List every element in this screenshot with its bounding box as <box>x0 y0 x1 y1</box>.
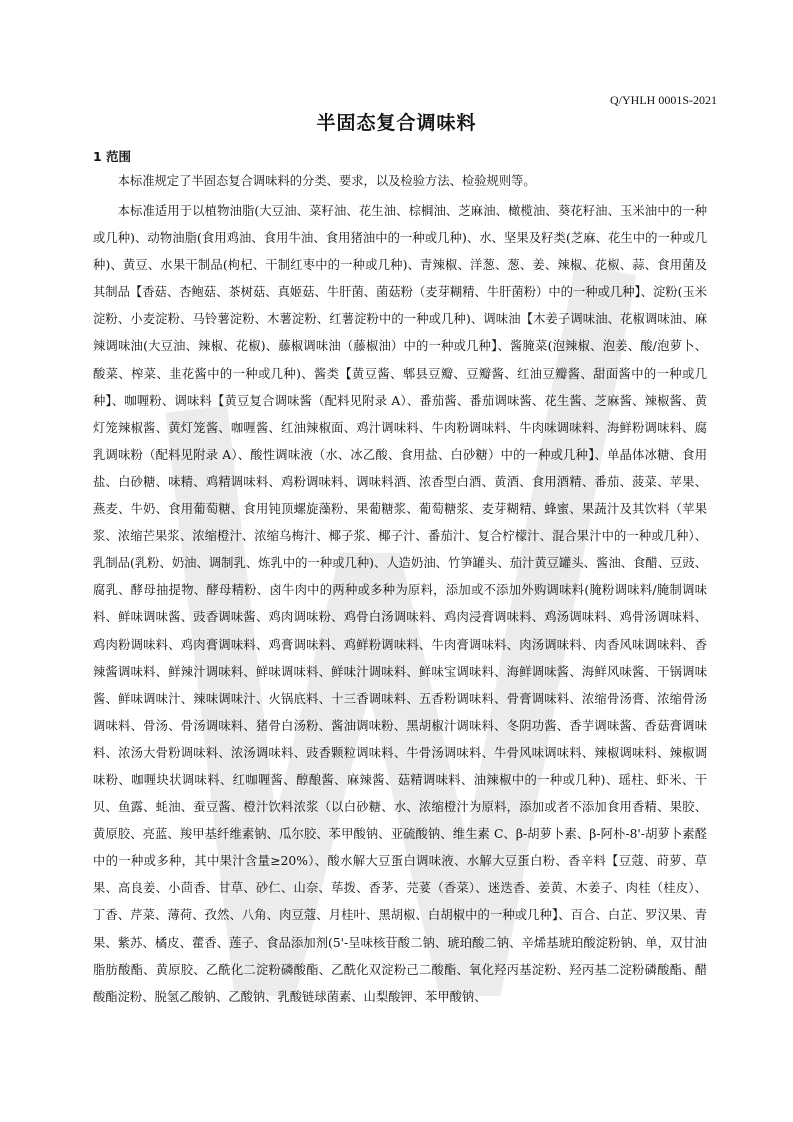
section-heading-scope: 1 范围 <box>93 149 132 164</box>
document-code: Q/YHLH 0001S-2021 <box>610 93 717 107</box>
document-title: 半固态复合调味料 <box>316 112 477 134</box>
scope-paragraph-1: 本标准规定了半固态复合调味料的分类、要求，以及检验方法、检验规则等。 <box>117 174 536 188</box>
scope-paragraph-2: 本标准适用于以植物油脂(大豆油、菜籽油、花生油、棕榈油、芝麻油、橄榄油、葵花籽油、玉米油中的一种或几种)、动物油脂(食用鸡油、食用牛油、食用猪油中的一种或几种)、水、坚果及籽类(芝麻、花生中的一种或几种)、黄豆、水果干制品(枸杞、干制红枣中的一种或几种)、青辣椒、洋葱、葱、姜、辣椒、花椒、蒜、食用菌及其制品【香菇、杏鲍菇、茶树菇、真姬菇、牛肝菌、菌菇粉（麦芽糊精、牛肝菌粉）中的一种或几种】、淀粉(玉米淀粉、小麦淀粉、马铃薯淀粉、木薯淀粉、红薯淀粉中的一种或几种)、调味油【木姜子调味油、花椒调味油、麻辣调味油(大豆油、辣椒、花椒)、藤椒调味油（藤椒油）中的一种或几种】、酱腌菜(泡辣椒、泡姜、酸/泡萝卜、酸菜、榨菜、韭花酱中的一种或几种)、酱类【黄豆酱、郫县豆瓣、豆瓣酱、红油豆瓣酱、甜面酱中的一种或几种】、咖喱粉、调味料【黄豆复合调味酱（配料见附录 A）、番茄酱、番茄调味酱、花生酱、芝麻酱、辣椒酱、黄灯笼辣椒酱、黄灯笼酱、咖喱酱、红油辣椒面、鸡汁调味料、牛肉粉调味料、牛肉味调味料、海鲜粉调味料、腐乳调味粉（配料见附录 A）、酸性调味液（水、冰乙酸、食用盐、白砂糖）中的一种或几种】、单晶体冰糖、食用盐、白砂糖、味精、鸡精调味料、鸡粉调味料、调味料酒、浓香型白酒、黄酒、食用酒精、番茄、菠菜、苹果、燕麦、牛奶、食用葡萄糖、食用钝顶螺旋藻粉、果葡糖浆、葡萄糖浆、麦芽糊精、蜂蜜、果蔬汁及其饮料（苹果浆、浓缩芒果浆、浓缩橙汁、浓缩乌梅汁、椰子浆、椰子汁、番茄汁、复合柠檬汁、混合果汁中的一种或几种）、乳制品(乳粉、奶油、调制乳、炼乳中的一种或几种)、人造奶油、竹笋罐头、茄汁黄豆罐头、酱油、食醋、豆豉、腐乳、酵母抽提物、酵母精粉、卤牛肉中的两种或多种为原料，添加或不添加外购调味料(腌粉调味料/腌制调味料、鲜味调味酱、豉香调味酱、鸡肉调味粉、鸡骨白汤调味料、鸡肉浸膏调味料、鸡汤调味料、鸡骨汤调味料、鸡肉粉调味料、鸡肉膏调味料、鸡膏调味料、鸡鲜粉调味料、牛肉膏调味料、肉汤调味料、肉香风味调味料、香辣酱调味料、鲜辣汁调味料、鲜味调味料、鲜味汁调味料、鲜味宝调味料、海鲜调味酱、海鲜风味酱、干锅调味酱、鲜味调味汁、辣味调味汁、火锅底料、十三香调味料、五香粉调味料、骨膏调味料、浓缩骨汤膏、浓缩骨汤调味料、骨汤、骨汤调味料、猪骨白汤粉、酱油调味粉、黑胡椒汁调味料、冬阴功酱、香芋调味酱、香菇膏调味料、浓汤大骨粉调味料、浓汤调味料、豉香颗粒调味料、牛骨汤调味料、牛骨风味调味料、辣椒调味料、辣椒调味粉、咖喱块状调味料、红咖喱酱、醇酿酱、麻辣酱、菇精调味料、油辣椒中的一种或几种)、瑶柱、虾米、干贝、鱼露、蚝油、蚕豆酱、橙汁饮料浓浆（以白砂糖、水、浓缩橙汁为原料，添加或者不添加食用香精、果胶、黄原胶、亮蓝、羧甲基纤维素钠、瓜尔胶、苯甲酸钠、亚硫酸钠、维生素 C、β-胡萝卜素、β-阿朴-8'-胡萝卜素醛中的一种或多种，其中果汁含量≥20%）、酸水解大豆蛋白调味液、水解大豆蛋白粉、香辛料【豆蔻、莳萝、草果、高良姜、小茴香、甘草、砂仁、山奈、荜拨、香茅、芫荽（香菜）、迷迭香、姜黄、木姜子、肉桂（桂皮）、丁香、芹菜、薄荷、孜然、八角、肉豆蔻、月桂叶、黑胡椒、白胡椒中的一种或几种】、百合、白芷、罗汉果、青果、紫苏、橘皮、藿香、莲子、食品添加剂(5'-呈味核苷酸二钠、琥珀酸二钠、辛烯基琥珀酸淀粉钠、单，双甘油脂肪酸酯、黄原胶、乙酰化二淀粉磷酸酯、乙酰化双淀粉己二酸酯、氧化羟丙基淀粉、羟丙基二淀粉磷酸酯、醋酸酯淀粉、脱氢乙酸钠、乙酸钠、乳酸链球菌素、山梨酸钾、苯甲酸钠、 <box>93 204 707 1004</box>
